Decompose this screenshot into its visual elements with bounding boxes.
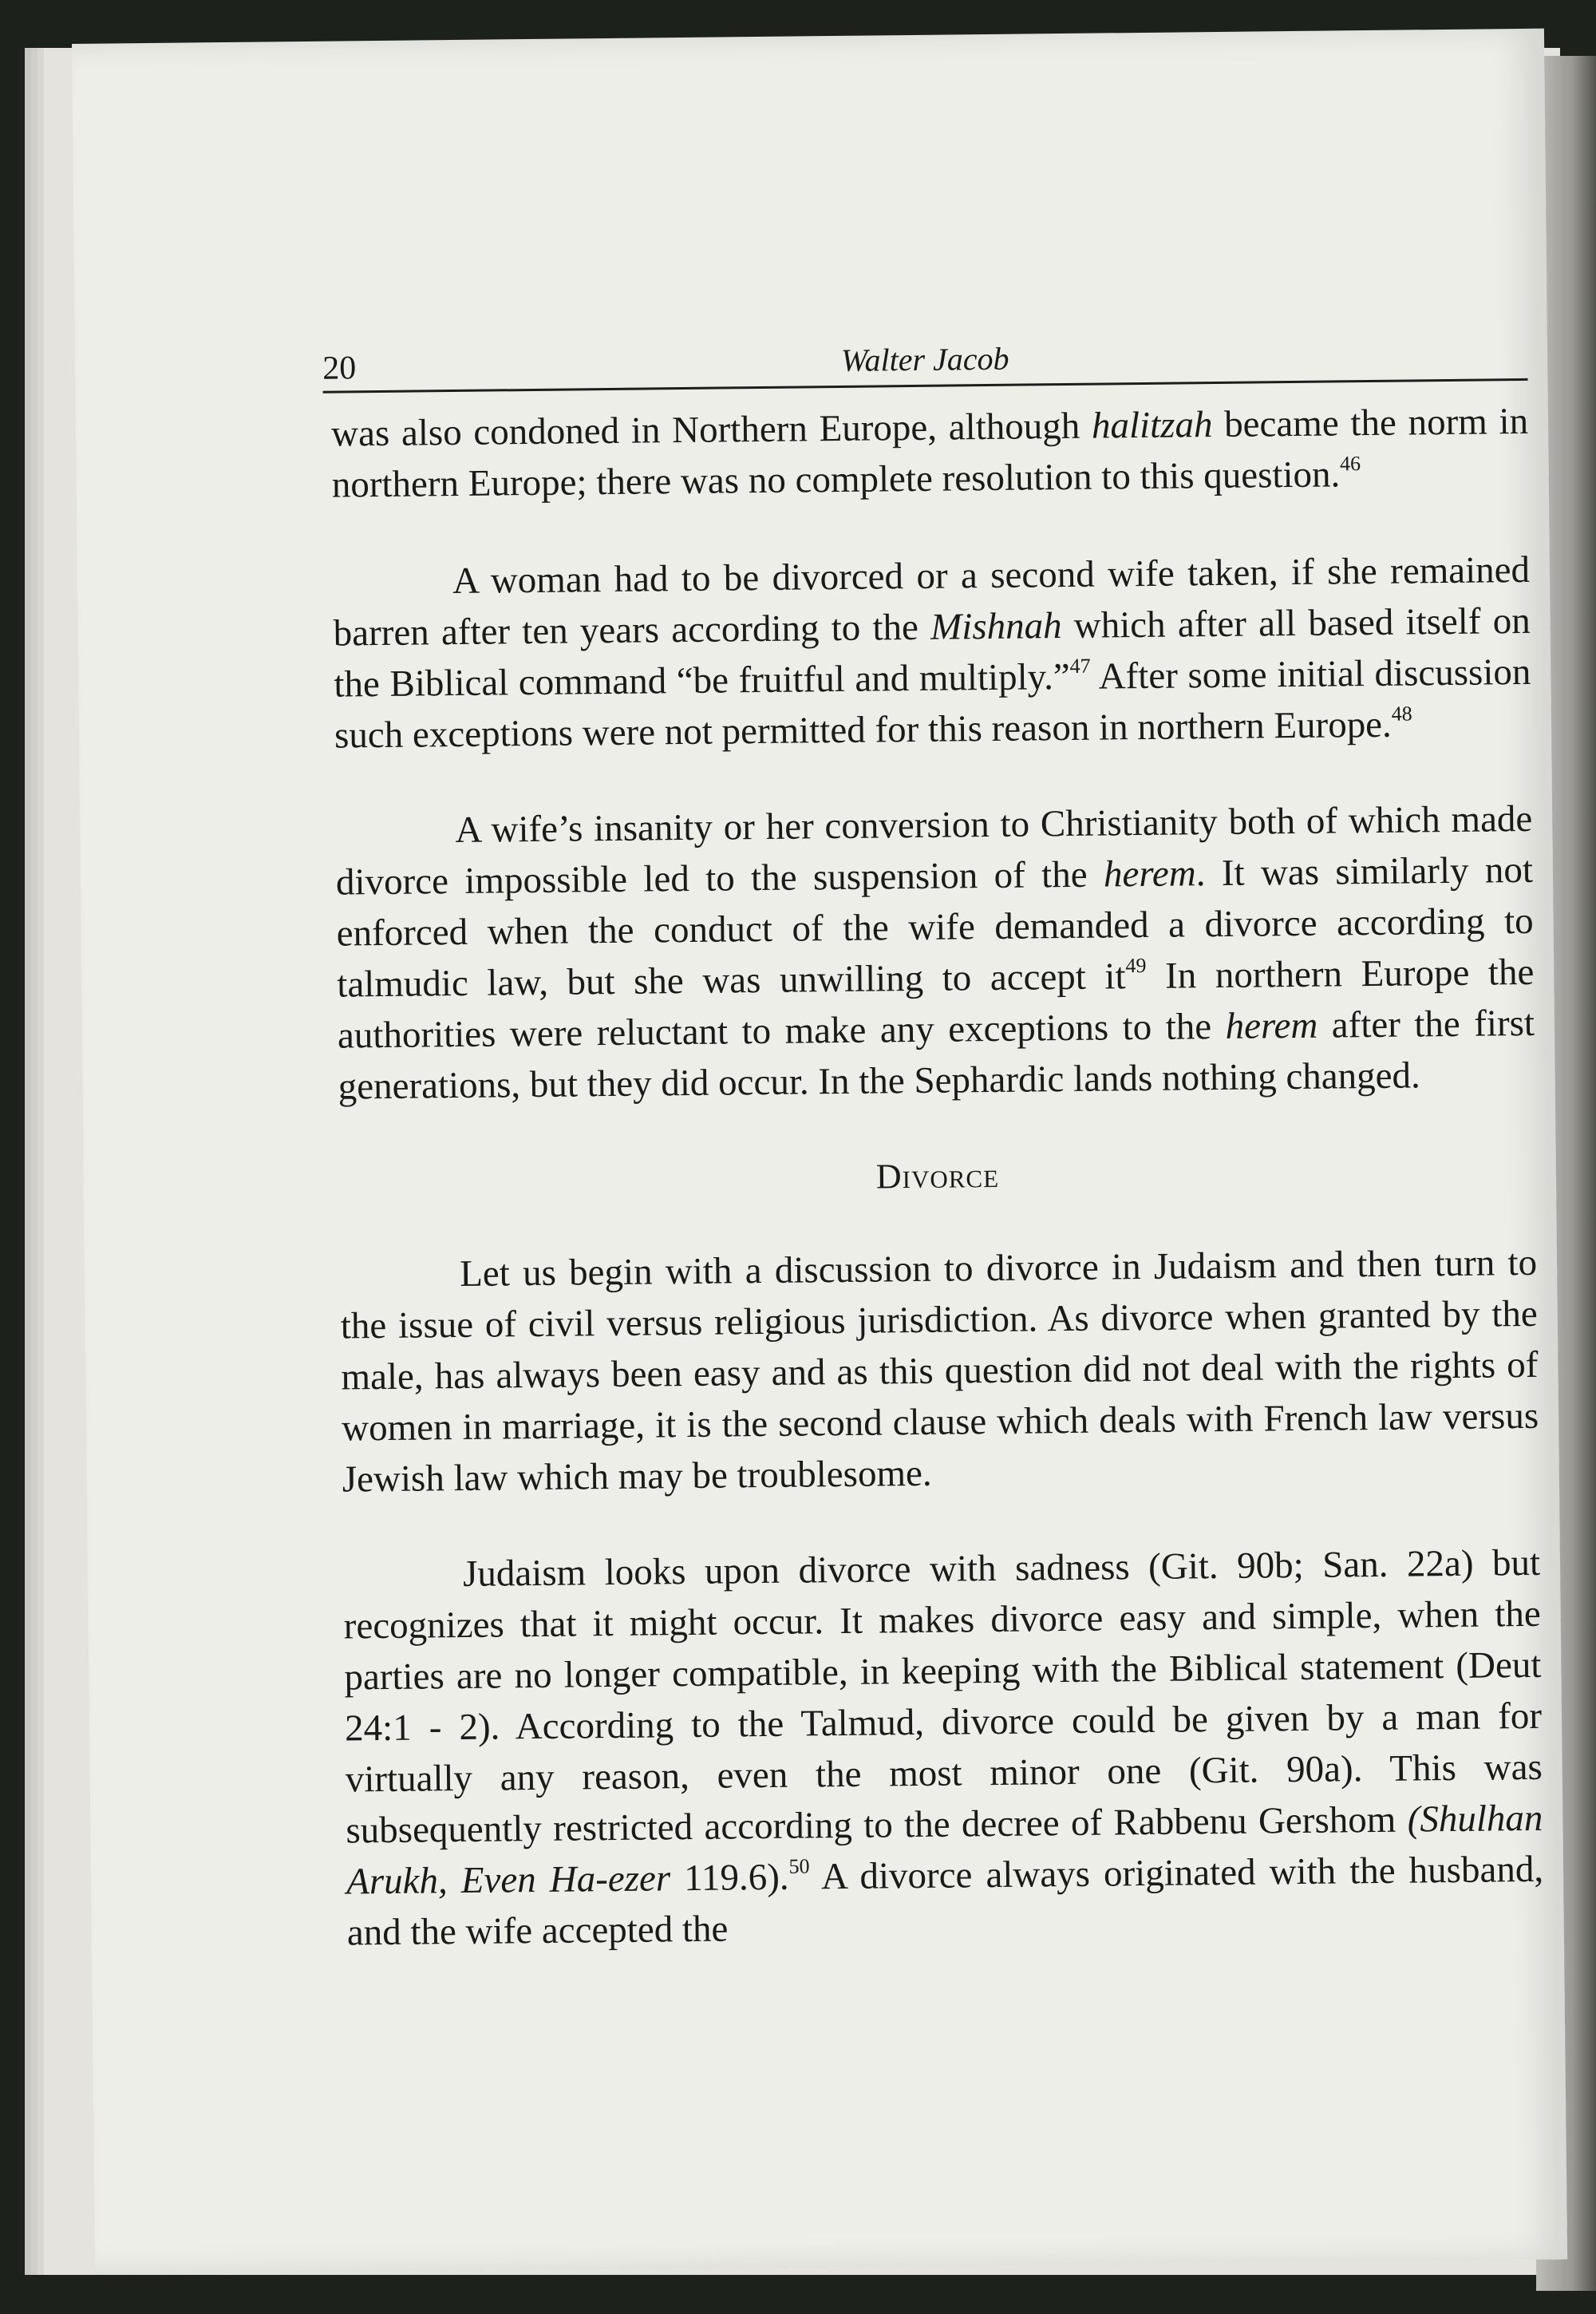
text-run: Judaism looks upon divorce with sadness (Git. 90b; San. 22a) but recognizes that it might occur. It makes divorce easy and simple, when the parties are no longer compatible, in keeping with the Biblical statement (Deut 24:1 - 2). According to the Talmud, divorce could be given by a man for virtually any reason, even the most minor one (Git. 90a). This was subsequently restricted according to the decree of Rabbenu Gershom — [343, 1541, 1543, 1852]
footnote-ref: 47 — [1069, 654, 1091, 678]
paragraph-4: Let us begin with a discussion to divorce in Judaism and then turn to the issue of civil versus religious jurisdiction. As divorce when granted by the male, has always been easy and as this question did not deal with the rights of women in marriage, it is the second clause which deals with French law versus Jewish law which may be troublesome. — [340, 1241, 1539, 1501]
text-run: . It was similarly not enforced when the conduct of the wife demanded a divorce according to talmudic law, but she was unwilling to accept it — [336, 848, 1534, 1006]
text-run: After some initial discussion such exceptions were not permitted for this reason in northern Europe. — [334, 651, 1531, 757]
text-run: after the first generations, but they did occur. In the Sephardic lands nothing changed. — [338, 1002, 1535, 1108]
text-run: became the norm in northern Europe; there was no complete resolution to this question. — [331, 400, 1529, 506]
section-heading: Divorce — [875, 1155, 1000, 1197]
running-title: Walter Jacob — [840, 340, 1009, 378]
text-run: In northern Europe the authorities were reluctant to make any exceptions to the — [337, 951, 1535, 1057]
italic-term: herem — [1225, 1004, 1318, 1047]
text-run: A woman had to be divorced or a second wife taken, if she remained barren after ten years according to the — [333, 548, 1531, 655]
paragraph-5 — [343, 1537, 1544, 1959]
text-run: A wife’s insanity or her conversion to Christianity both of which made divorce impossible led to the suspension of the — [335, 797, 1533, 904]
text-run: was also condoned in Northern Europe, although — [330, 405, 1092, 455]
italic-term: herem — [1103, 852, 1196, 896]
footnote-ref: 48 — [1391, 702, 1412, 726]
running-head — [322, 292, 1527, 394]
paragraph-1 — [331, 396, 1529, 511]
footnote-ref: 46 — [1339, 452, 1361, 476]
footnote-ref: 50 — [788, 1854, 810, 1878]
italic-term: halitzah — [1091, 404, 1213, 447]
page-number: 20 — [322, 350, 357, 387]
footnote-ref: 49 — [1125, 953, 1147, 978]
paragraph-3 — [335, 793, 1535, 1113]
paragraph-2 — [333, 544, 1532, 761]
italic-term: Mishnah — [930, 605, 1062, 648]
text-run: which after all based itself on the Biblical command “be fruitful and multiply.” — [334, 599, 1531, 706]
text-run: A divorce always originated with the husband, and the wife accepted the — [346, 1848, 1544, 1954]
book-page — [72, 29, 1567, 2275]
text-run: 119.6). — [670, 1856, 789, 1900]
italic-citation: (Shulhan Arukh, Even Ha-ezer — [346, 1797, 1543, 1903]
body-text — [331, 396, 1545, 2003]
